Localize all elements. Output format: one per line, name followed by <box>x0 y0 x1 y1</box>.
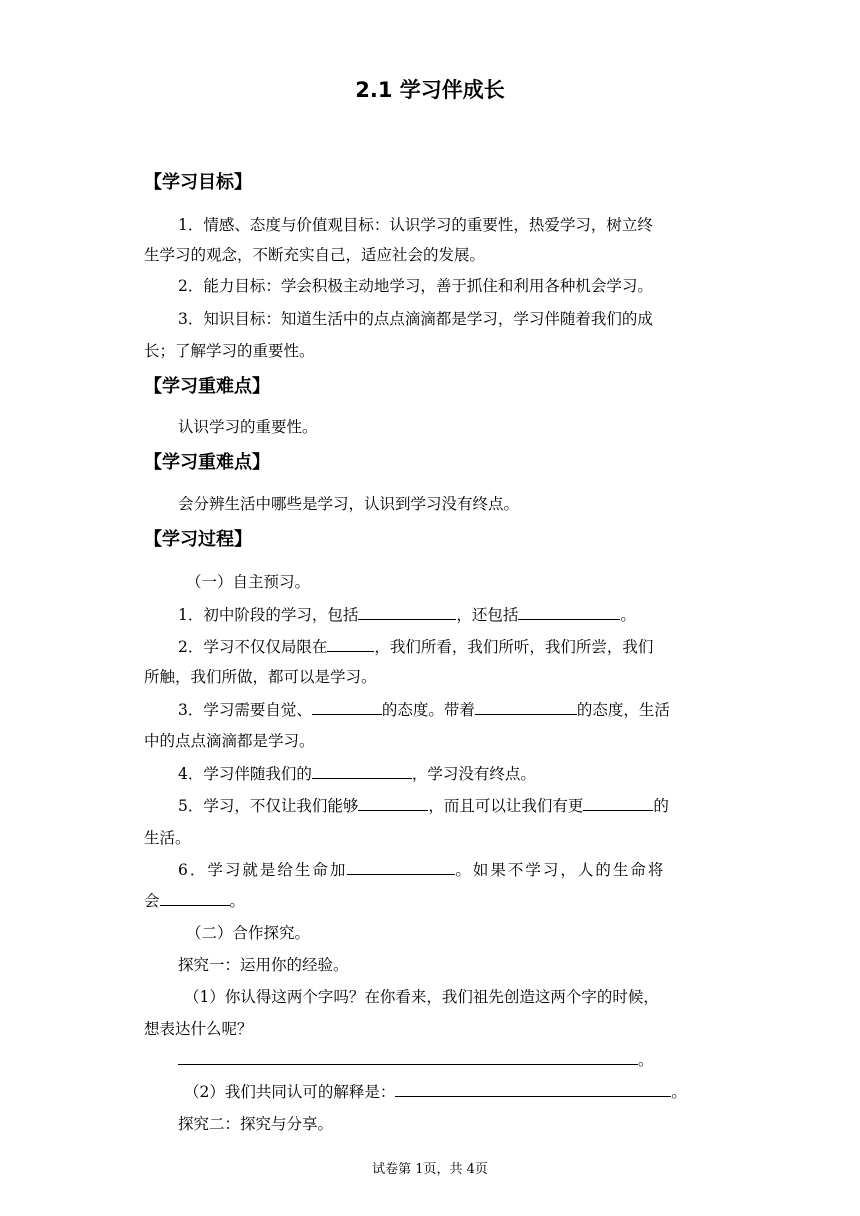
goal-2: 2．能力目标：学会积极主动地学习，善于抓住和利用各种机会学习。 <box>178 277 653 295</box>
page-footer: 试卷第 1页，共 4页 <box>372 1162 488 1177</box>
answer-blank[interactable] <box>358 605 456 620</box>
question-6-line-2-text-b: 。 <box>229 892 246 910</box>
answer-blank[interactable] <box>178 1050 638 1065</box>
goal-3-line-1: 3．知识目标：知道生活中的点点滴滴都是学习，学习伴随着我们的成 <box>178 310 653 328</box>
explore-1-answer-end: 。 <box>638 1051 654 1069</box>
question-4 <box>178 762 536 784</box>
goal-1-line-1: 1．情感、态度与价值观目标：认识学习的重要性，热爱学习，树立终 <box>178 216 653 234</box>
part-2-heading: （二）合作探究。 <box>186 924 311 942</box>
question-4-text-b: ，学习没有终点。 <box>411 765 536 783</box>
section-heading-goals: 【学习目标】 <box>144 172 252 193</box>
page-title: 2.1 学习伴成长 <box>355 78 505 102</box>
question-2-text-a: 2．学习不仅仅局限在 <box>178 638 328 656</box>
explore-1-heading: 探究一：运用你的经验。 <box>178 956 349 974</box>
answer-blank[interactable] <box>583 796 653 811</box>
difficulties-text: 会分辨生活中哪些是学习，认识到学习没有终点。 <box>178 495 520 513</box>
answer-blank[interactable] <box>312 764 412 779</box>
section-heading-key-points: 【学习重难点】 <box>144 376 270 397</box>
question-6-text-a: 6．学习就是给生命加 <box>178 861 348 879</box>
question-2-line-2: 所触，我们所做，都可以是学习。 <box>144 668 377 686</box>
question-3-text-c: 的态度，生活 <box>576 701 670 719</box>
question-3-text-a: 3．学习需要自觉、 <box>178 701 312 719</box>
question-5-text-a: 5．学习，不仅让我们能够 <box>178 797 359 815</box>
question-1-text-c: 。 <box>620 606 636 624</box>
question-5-text-c: 的 <box>653 797 669 815</box>
question-1 <box>178 603 636 625</box>
question-4-text-a: 4．学习伴随我们的 <box>178 765 312 783</box>
answer-blank[interactable] <box>312 700 382 715</box>
question-6 <box>178 858 665 880</box>
question-2 <box>178 635 653 657</box>
section-heading-difficulties: 【学习重难点】 <box>144 452 270 473</box>
question-6-line-2-text-a: 会 <box>144 892 160 910</box>
question-3 <box>178 698 670 720</box>
answer-blank[interactable] <box>347 860 455 875</box>
explore-1-shared-end: 。 <box>671 1083 687 1101</box>
explore-1-question-line-2: 想表达什么呢？ <box>144 1020 253 1038</box>
question-1-text-b: ，还包括 <box>456 606 519 624</box>
question-5-text-b: ，而且可以让我们有更 <box>428 797 584 815</box>
question-5-line-2: 生活。 <box>144 829 191 847</box>
goal-1-line-2: 生学习的观念，不断充实自己，适应社会的发展。 <box>144 246 486 264</box>
part-1-heading: （一）自主预习。 <box>186 573 311 591</box>
question-3-text-b: 的态度。带着 <box>381 701 475 719</box>
explore-1-question-line-1: （1）你认得这两个字吗？在你看来，我们祖先创造这两个字的时候， <box>184 988 659 1006</box>
explore-1-shared-interpretation <box>184 1080 687 1102</box>
question-5 <box>178 794 669 816</box>
answer-blank[interactable] <box>395 1082 671 1097</box>
question-6-text-b: 。如果不学习，人的生命将 <box>455 861 666 879</box>
goal-3-line-2: 长；了解学习的重要性。 <box>144 342 315 360</box>
section-heading-process: 【学习过程】 <box>144 529 252 550</box>
question-6-line-2 <box>144 889 245 911</box>
question-3-line-2: 中的点点滴滴都是学习。 <box>144 732 315 750</box>
explore-2-heading: 探究二：探究与分享。 <box>178 1115 334 1133</box>
answer-blank[interactable] <box>160 891 230 906</box>
answer-blank[interactable] <box>327 637 374 652</box>
answer-blank[interactable] <box>475 700 577 715</box>
explore-1-shared-text: （2）我们共同认可的解释是： <box>184 1083 396 1101</box>
question-1-text-a: 1．初中阶段的学习，包括 <box>178 606 359 624</box>
question-2-text-b: ，我们所看，我们所听，我们所尝，我们 <box>374 638 654 656</box>
answer-blank[interactable] <box>518 605 620 620</box>
explore-1-answer-line <box>178 1048 654 1070</box>
key-points-text: 认识学习的重要性。 <box>178 418 318 436</box>
answer-blank[interactable] <box>358 796 428 811</box>
